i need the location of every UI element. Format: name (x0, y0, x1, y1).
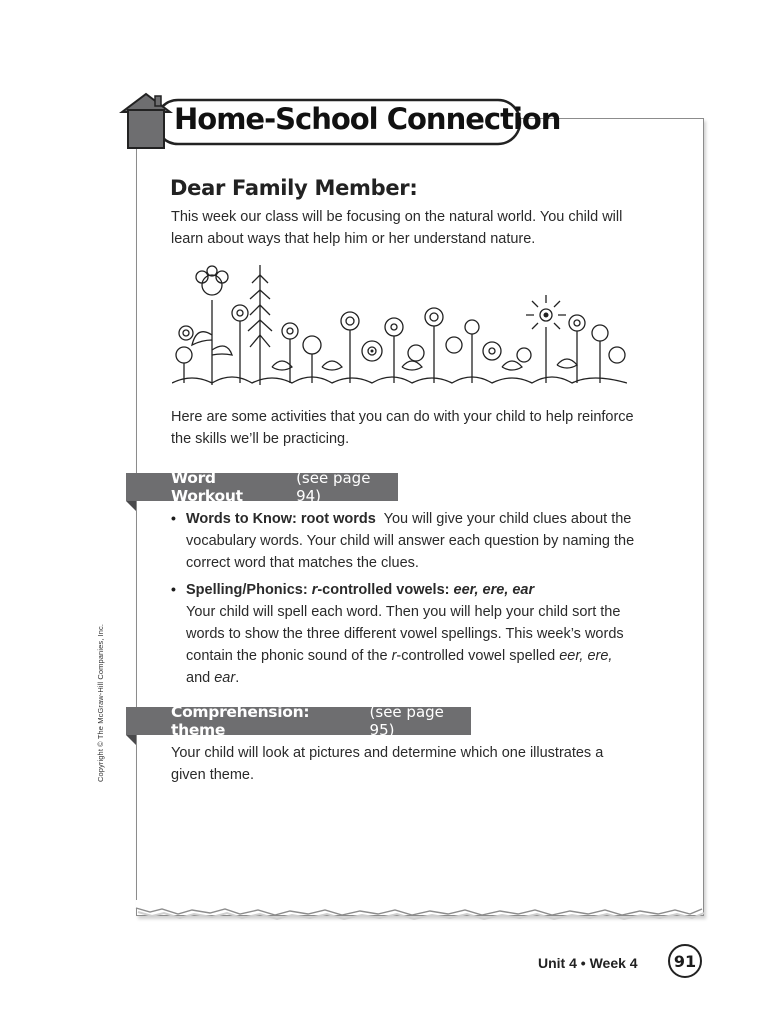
item-text-part2: -controlled vowel spelled (396, 648, 560, 664)
list-item-words-to-know (186, 508, 641, 574)
bullet: • (171, 510, 176, 526)
item-label-prefix: Spelling/Phonics: (186, 582, 312, 598)
item-label-middle: -controlled vowels: (317, 582, 454, 598)
activities-paragraph: Here are some activities that you can do with your child to help reinforce the skills we’ll be practicing. (171, 409, 634, 447)
comprehension-paragraph: Your child will look at pictures and determine which one illustrates a given theme. (171, 745, 604, 783)
header-notch (126, 735, 136, 745)
word-workout-header (126, 469, 398, 505)
page-title: Home-School Connection (174, 102, 561, 136)
house-icon (122, 94, 170, 148)
item-label: Words to Know: root words (186, 511, 376, 527)
item-label-r: r (311, 582, 318, 598)
copyright-notice: Copyright © The McGraw-Hill Companies, Inc. (96, 623, 105, 782)
item-text-and: and (186, 670, 215, 686)
item-text-r: r (391, 648, 397, 664)
comprehension-page-ref: (see page 95) (369, 703, 444, 739)
header-notch (126, 501, 136, 511)
torn-paper-edge (130, 900, 710, 930)
bullet: • (171, 581, 176, 597)
comprehension-heading: Comprehension: theme (171, 703, 310, 739)
item-text: You will give your child clues about the vocabulary words. Your child will answer each question by naming the correct word that matches the clues. (186, 511, 635, 571)
word-workout-heading: Word Workout (171, 469, 243, 505)
list-item-spelling-phonics (186, 579, 641, 689)
item-text-spellings: eer, ere, (559, 648, 613, 664)
greeting-heading: Dear Family Member: (170, 176, 418, 200)
unit-week-label: Unit 4 • Week 4 (538, 955, 638, 971)
comprehension-header (126, 703, 471, 739)
flower-border-illustration (172, 255, 627, 390)
item-text-end: . (235, 670, 240, 686)
item-label-spellings: eer, ere, ear (453, 582, 535, 598)
page-number: 91 (668, 944, 702, 978)
item-text-ear: ear (214, 670, 236, 686)
item-text-part1: Your child will spell each word. Then you will help your child sort the words to show the three different vowel spellings. This week’s words contain the phonic sound of the (186, 604, 624, 664)
intro-paragraph: This week our class will be focusing on the natural world. You child will learn about ways that help him or her understand nature. (171, 209, 623, 247)
word-workout-page-ref: (see page 94) (296, 469, 371, 505)
